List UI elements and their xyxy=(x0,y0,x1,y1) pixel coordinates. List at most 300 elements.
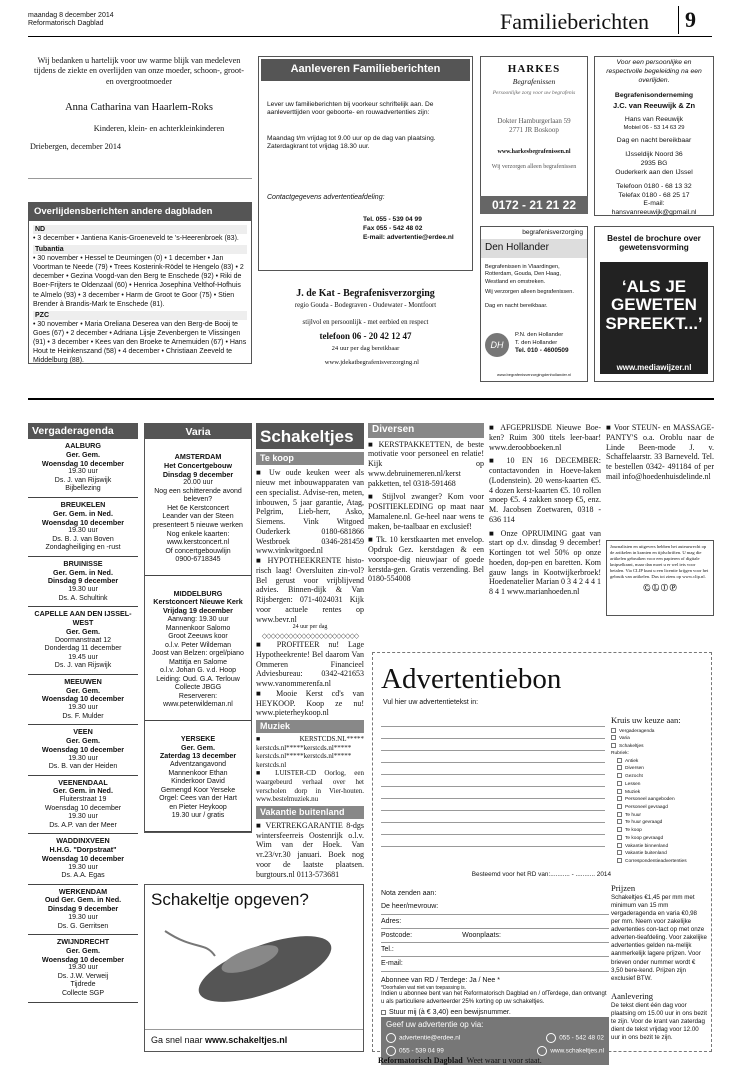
varia-name: Het Concertgebouw xyxy=(164,460,232,470)
varia-title: Varia xyxy=(144,423,252,439)
section-title: Familieberichten xyxy=(500,9,650,34)
agenda-who: Ds. B. J. van Boven xyxy=(52,535,114,543)
aanleveren-email: E-mail: advertentie@erdee.nl xyxy=(363,234,454,242)
option-label: Vakantie buitenland xyxy=(625,851,667,857)
agenda-name: Ger. Gem. in Ned. xyxy=(53,567,113,577)
agenda-extra: Bijbellezing xyxy=(65,485,101,493)
varia-place: MIDDELBURG xyxy=(173,588,223,598)
hollander-c2: T. den Hollander xyxy=(515,340,558,347)
agenda-date: Woensdag 10 december xyxy=(41,853,125,863)
diversen-heading: Diversen xyxy=(368,423,484,438)
vergaderagenda-title: Vergaderagenda xyxy=(28,423,138,439)
header-rule xyxy=(28,36,712,37)
bon-option[interactable] xyxy=(611,858,707,866)
bon-choices xyxy=(611,715,707,866)
option-label: Personeel aangeboden xyxy=(625,797,675,803)
bon-brand-line xyxy=(378,1056,542,1066)
varia-date: Dinsdag 9 december xyxy=(162,469,234,479)
varia-line: presenteert 5 nieuwe werken xyxy=(153,522,243,529)
bon-f1: De heer/mevrouw: xyxy=(381,903,439,911)
overlijden-title: Overlijdensberichten andere dagbladen xyxy=(29,203,251,221)
hollander-tel: Tel. 010 - 4600509 xyxy=(515,347,569,355)
reeuwijk-zip: 2935 BG xyxy=(640,160,668,168)
agenda-place: WADDINXVEEN xyxy=(56,836,110,846)
varia-line: Collecte JBGG xyxy=(174,684,222,692)
overlijden-list xyxy=(29,221,251,367)
bon-bewijs: Stuur mij (à € 3,40) een bewijsnummer. xyxy=(389,1008,511,1016)
reeuwijk-email-label: E-mail: xyxy=(643,200,665,208)
option-checkbox[interactable] xyxy=(617,858,622,863)
agenda-place: WERKENDAM xyxy=(58,886,108,896)
varia-item xyxy=(145,439,251,576)
bon-option[interactable] xyxy=(611,812,707,820)
option-checkbox[interactable] xyxy=(617,812,622,817)
ad-heykoop: ■ Mooie Kerst cd's van HEYKOOP. Koop ze nu! www.pieterheykoop.nl xyxy=(256,689,364,718)
reeuwijk-tel: Telefoon 0180 - 68 13 32 xyxy=(616,182,692,190)
bon-option[interactable] xyxy=(611,850,707,858)
bon-option[interactable] xyxy=(611,728,707,736)
bon-abon-note: *Doorhalen wat niet van toepassing is. xyxy=(381,984,467,991)
varia-date: Vrijdag 19 december xyxy=(163,606,233,616)
thanks-ad xyxy=(30,56,248,178)
reeuwijk-fax: Telefax 0180 - 68 25 17 xyxy=(618,191,690,199)
agenda-date: Dinsdag 9 december xyxy=(47,576,119,586)
agenda-place: BREUKELEN xyxy=(60,499,106,509)
varia-line: o.l.v. Johan G. v.d. Hoop xyxy=(159,667,236,675)
clip-notice xyxy=(606,540,714,616)
globe-icon xyxy=(537,1046,547,1056)
ad-positiekleding: ■ Stijlvol zwanger? Kom voor POSITIEKLEDING op maat naar Mamalene.nl. Ge-heel naar wens te maken, be-taalbaar en exclusief! xyxy=(368,492,484,531)
varia-place: AMSTERDAM xyxy=(174,452,222,461)
varia-line: Leiding: Oud. G.A. Terlouw xyxy=(156,675,240,683)
option-checkbox[interactable] xyxy=(617,827,622,832)
agenda-date: Woensdag 10 december xyxy=(41,517,125,527)
agenda-place: AALBURG xyxy=(65,441,101,450)
option-label: Vergaderagenda xyxy=(619,728,655,734)
option-label: Schakeltjes xyxy=(619,743,644,749)
agenda-time: 19.30 uur xyxy=(68,586,98,594)
agenda-extra: Tijdrede xyxy=(70,981,96,989)
agenda-who: Ds. F. Mulder xyxy=(62,712,104,720)
agenda-date: Fluiterstraat 19 xyxy=(59,796,107,804)
overlijden-group-label: Tubantia xyxy=(33,245,247,254)
varia-line: Leander van der Steen xyxy=(162,513,234,521)
varia-line: Groot Zeeuws koor xyxy=(168,633,228,641)
header-paper: Reformatorisch Dagblad xyxy=(28,20,104,28)
option-label: Te koop xyxy=(625,827,642,833)
opgeven-footer xyxy=(145,1029,363,1051)
harkes-name: HARKES xyxy=(507,63,561,75)
bon-option[interactable] xyxy=(611,796,707,804)
varia-place: YERSEKE xyxy=(180,733,216,743)
agenda-extra: Ds. J. van Rijswijk xyxy=(54,662,112,670)
agenda-place: CAPELLE AAN DEN IJSSEL-WEST xyxy=(34,609,132,628)
reeuwijk-mobile: Mobiel 06 - 53 14 63 29 xyxy=(623,124,685,131)
agenda-place: BRUINISSE xyxy=(63,558,103,568)
ad-keuken: ■ Uw oude keuken weer als nieuw met inbouwapparaten van een specialist. Advise-ren, meten, inbouwen, 5 jaar garantie, Atag, Pelgrim, Lieb-herr, Asko, Siemens. Vink Witgoed Ouderkerk 0180-681866 Westbroek 0346-281459 www.vinkwitgoed.nl xyxy=(256,468,364,556)
agenda-name: Ger. Gem. xyxy=(66,449,100,459)
varia-line: 19.30 uur / gratis xyxy=(171,812,225,820)
reeuwijk-person: Hans van Reeuwijk xyxy=(624,116,684,124)
brochure-title: Bestel de brochure over gewetensvorming xyxy=(607,234,701,253)
bon-brand-sub: Weet waar u voor staat. xyxy=(466,1056,542,1065)
aanleveren-p2: Maandag t/m vrijdag tot 9.00 uur op de dag van plaatsing. Zaterdagkrant tot vrijdag 18.30 uur. xyxy=(267,135,436,151)
hollander-logo-icon: DH xyxy=(485,333,509,357)
varia-line: Het 6e Kerstconcert xyxy=(167,504,229,512)
dekat-web: www.jdekatbegrafenisverzorging.nl xyxy=(324,358,419,366)
reeuwijk-available: Dag en nacht bereikbaar xyxy=(616,137,692,145)
option-checkbox[interactable] xyxy=(611,728,616,733)
overlijden-group-text: • 30 november • Maria Oreliana Deserea van den Berg-de Booij te Goes (67) • 2 december • Adriana Lijsje Zevenbergen te Vlissingen (91) • 3 december • Kees van den Broeke te Arnemuiden (67) • Hans Hout te Heinkenszand (58) • 4 december • Christiaan Zeeveld te Middelburg (88). xyxy=(33,320,247,365)
varia-line: 0900-6718345 xyxy=(175,556,221,564)
ad-kerstcds: ■ KERSTCDS.NL***** kerstcds.nl*****kerstcds.nl***** kerstcds.nl*****kerstcds.nl***** kerstcds.nl xyxy=(256,735,364,769)
bon-web: www.schakeltjes.nl xyxy=(550,1047,604,1055)
agenda-time: 19.30 uur xyxy=(68,527,98,535)
varia-line: Kinderkoor David xyxy=(171,778,225,786)
varia-line: www.peterwildeman.nl xyxy=(163,701,233,709)
option-label: Personeel gevraagd xyxy=(625,804,668,810)
bon-aanlevering-text: De tekst dient één dag voor plaatsing om 15.00 uur in ons bezit te zijn. Voor de krant van zaterdag dient de tekst vrijdag voor 12.00 uur in ons bezit te zijn. xyxy=(611,1001,707,1042)
varia-line: Nog enkele kaarten: xyxy=(166,530,230,538)
aanleveren-title: Aanleveren Familieberichten xyxy=(261,59,470,81)
agenda-item xyxy=(28,439,138,498)
bon-text-lines[interactable] xyxy=(381,715,605,847)
agenda-time: Donderdag 11 december xyxy=(44,645,122,653)
bon-mail: advertentie@erdee.nl xyxy=(399,1034,461,1042)
agenda-name: Ger. Gem. xyxy=(66,626,100,636)
hollander-name: Den Hollander xyxy=(481,239,587,258)
agenda-item xyxy=(28,607,138,674)
agenda-who: 19.45 uur xyxy=(68,653,98,661)
bon-option[interactable] xyxy=(611,819,707,827)
agenda-name: Oud Ger. Gem. in Ned. xyxy=(44,895,122,905)
harkes-slogan: Persoonlijke zorg voor uw begrafenis xyxy=(492,90,576,97)
option-label: Gezocht xyxy=(625,773,643,779)
varia-line: www.kerstconcert.nl xyxy=(166,539,230,547)
agenda-place: MEEUWEN xyxy=(64,676,102,686)
varia-item xyxy=(145,721,251,832)
option-label: Rubriek: xyxy=(611,750,629,756)
opgeven-title: Schakeltje opgeven? xyxy=(151,890,309,909)
hollander-p3: Dag en nacht bereikbaar. xyxy=(485,302,548,309)
harkes-ad xyxy=(480,56,588,214)
agenda-who: Ds. G. Gerritsen xyxy=(57,922,109,930)
varia-line: Reserveren: xyxy=(178,692,218,700)
overlijden-group-text: • 30 november • Hessel te Deurningen (0) • 1 december • Jan Voortman te Neede (79) • Trees Kosterink-Rödel te Hengelo (83) • 2 december • Gezina Voogd-van den Berg te Enschede (92) • Riki de Boer-Frijters te Oldenzaal (60) • Henrica Josephina Velthof-Hofhuis te Almelo (93) • 3 december • Harm de Groot te Goor (75) • Stien Brender à Brandis-Mark te Enschede (81). xyxy=(33,255,244,308)
bon-option[interactable] xyxy=(611,735,707,743)
agenda-item xyxy=(28,675,138,725)
harkes-phone: 0172 - 21 21 22 xyxy=(480,196,588,214)
hollander-p2: Wij verzorgen alleen begrafenissen. xyxy=(485,289,574,296)
agenda-who: Ds. J.W. Verweij xyxy=(57,972,109,980)
option-checkbox[interactable] xyxy=(617,789,622,794)
ad-afgeprijsde: ■ AFGEPRIJSDE Nieuwe Boe-ken? Ruim 300 titels leer-baar! www.deroobboeken.nl xyxy=(489,423,601,452)
option-checkbox[interactable] xyxy=(617,843,622,848)
agenda-date: Woensdag 10 december xyxy=(41,744,125,754)
thanks-name: Anna Catharina van Haarlem-Roks xyxy=(65,101,213,113)
varia-line: 20.00 uur xyxy=(183,479,213,487)
bon-f3: Postcode: xyxy=(381,931,413,939)
dekat-title: J. de Kat - Begrafenisverzorging xyxy=(296,288,435,299)
schakeltjes-title: Schakeltjes xyxy=(256,423,364,449)
varia-line: Orgel: Cees van der Hart xyxy=(159,795,237,803)
option-label: Te huur gevraagd xyxy=(625,820,663,826)
ad-vertrekgarantie: ■ VERTREKGARANTIE 8-dgs wintersfeerreis Oostenrijk o.l.v. Wim van der Hoek. Van vr.23/vr.30 januari. Boek nog voor de laatste plaatsen. burgtours.nl 0113-573681 xyxy=(256,821,364,880)
agenda-name: Ger. Gem. xyxy=(66,735,100,745)
clip-text: Journalisten en uitgevers hebben het auteursrecht op de artikelen in kranten en tijdschriften. U mag die artikelen gebruiken voor een papieren of digitale knipselkrant, maar dan moet u er wel iets voor betalen. Via CLIP kunt u een licentie krijgen voor het gebruik van artikelen. Dus tot ziens op www.clip.nl. xyxy=(610,544,709,579)
option-checkbox[interactable] xyxy=(617,765,622,770)
hollander-web: www.begrafenisverzorgingdenhollander.nl xyxy=(496,372,572,377)
varia-line: Mannenkoor Salomo xyxy=(165,624,231,632)
ad-separator: 24 uur per dag xyxy=(292,624,328,631)
varia-line: o.l.v. Peter Wildeman xyxy=(164,641,231,649)
muziek-heading: Muziek xyxy=(256,720,364,733)
option-checkbox[interactable] xyxy=(617,819,622,824)
agenda-date: Dinsdag 9 december xyxy=(47,904,119,914)
mid-rule xyxy=(28,398,714,400)
bon-tel: 055 - 539 04 99 xyxy=(399,1047,444,1055)
bon-option[interactable] xyxy=(611,743,707,751)
vakantie-heading: Vakantie buitenland xyxy=(256,806,364,819)
varia-line: Aanvang: 19.30 uur xyxy=(167,616,229,623)
reeuwijk-email: hansvanreeuwijk@gpmail.nl xyxy=(611,209,697,217)
brochure-ad xyxy=(594,226,714,382)
bewijs-checkbox[interactable] xyxy=(381,1010,386,1015)
opgeven-ad xyxy=(144,884,364,1052)
overlijden-group-text: • 3 december • Jantiena Kanis-Groeneveld te 's-Heerenbroek (83). xyxy=(33,234,239,242)
varia-line: Gemengd Koor Yerseke xyxy=(160,786,236,794)
agenda-place: VEENENDAAL xyxy=(58,777,108,787)
fax-icon xyxy=(546,1033,556,1043)
varia-name: Kerstconcert Nieuwe Kerk xyxy=(153,597,243,607)
option-label: Antiek xyxy=(625,758,639,764)
varia-column xyxy=(144,423,252,833)
agenda-item xyxy=(28,935,138,1002)
option-checkbox[interactable] xyxy=(611,743,616,748)
overlijden-box xyxy=(28,202,252,364)
bon-fax: 055 - 542 48 02 xyxy=(559,1034,604,1042)
bon-prijzen-text: Schakeltjes €1,45 per mm met minimum van 15 mm vergaderagenda en varia €0,98 per mm. Neem voor zakelijke advertenties con-tact op met onze adverten-tieafdeling. Voor zakelijke advertenties gelden na-melijk aanmerkelijk lagere prijzen. Voor brieven onder nummer wordt € 3,50 bere-kend. Prijzen zijn exclusief BTW. xyxy=(611,894,707,982)
diversen-column-1 xyxy=(368,423,484,584)
te-koop-heading: Te koop xyxy=(256,452,364,465)
bon-f5: E-mail: xyxy=(381,960,403,968)
aanleveren-box xyxy=(258,56,473,271)
bon-option[interactable] xyxy=(611,843,707,851)
agenda-extra: Collecte SGP xyxy=(61,990,105,997)
ad-profiteer: ■ PROFITEER nu! Lage Hypotheekrente! Bel daarom Van Ommeren Financieel Adviesbureau: 0342-421653 www.vanommerenfa.nl xyxy=(256,640,364,689)
agenda-date: Woensdag 10 december xyxy=(41,458,125,468)
agenda-who: Ds. A. Schultink xyxy=(58,594,108,602)
opgeven-web: www.schakeltjes.nl xyxy=(205,1035,288,1045)
varia-line: en Pieter Heykoop xyxy=(169,803,227,811)
harkes-note: Wij verzorgen alleen begrafenissen xyxy=(491,164,577,170)
harkes-addr1: Dokter Hamburgerlaan 59 xyxy=(497,117,571,125)
option-checkbox[interactable] xyxy=(611,735,616,740)
option-label: Varia xyxy=(619,736,630,742)
bon-option[interactable] xyxy=(611,765,707,773)
agenda-time: 19.30 uur xyxy=(68,704,98,712)
agenda-who: 19.30 uur xyxy=(68,813,98,821)
agenda-date: Woensdag 10 december xyxy=(41,694,125,704)
ad-hypotheek: ■ HYPOTHEEKRENTE histo-risch laag! Oversluiten zin-vol? Bel gerust voor vrijblijvend advies. Binnen-dijk & Van Rijsbergen: 071-4024031 Kijk voor actuele rentes op www.bevr.nl xyxy=(256,556,364,624)
varia-line: Mattitja en Salome xyxy=(169,658,227,666)
agenda-extra: Zondagheiliging en -rust xyxy=(45,544,121,552)
bon-f2: Adres: xyxy=(381,917,402,925)
varia-line: Nog een schitterende avond beleven? xyxy=(154,487,242,504)
bon-naw: Nota zenden aan: xyxy=(381,890,437,897)
aanleveren-tel: Tel. 055 - 539 04 99 xyxy=(363,216,422,224)
agenda-name: H.H.G. "Dorpstraat" xyxy=(49,845,117,855)
mail-icon xyxy=(386,1033,396,1043)
overlijden-group-label: ND xyxy=(33,225,247,234)
bon-option[interactable] xyxy=(611,835,707,843)
dekat-slogan: stijlvol en persoonlijk - met eerbied en respect xyxy=(302,318,429,326)
agenda-name: Ger. Gem. xyxy=(66,685,100,695)
bon-brand: Reformatorisch Dagblad xyxy=(378,1056,463,1065)
clip-logo-icon: Ⓒ Ⓛ Ⓘ Ⓟ xyxy=(643,583,677,592)
hollander-ad xyxy=(480,226,588,382)
header-date-block xyxy=(28,12,114,29)
varia-date: Zaterdag 13 december xyxy=(159,751,237,761)
ad-kerstpakketten: ■ KERSTPAKKETTEN, de beste motivatie voor personeel en relatie! Kijk op www.debruinemeren.nl/kerst pakketten, tel 0318-591468 xyxy=(368,440,484,489)
harkes-web: www.harkesbegrafenissen.nl xyxy=(497,148,571,155)
varia-name: Ger. Gem. xyxy=(181,742,215,752)
option-label: Diversen xyxy=(625,766,644,772)
varia-item xyxy=(145,576,251,721)
dekat-phone: telefoon 06 - 20 42 12 47 xyxy=(319,331,412,342)
bon-option[interactable] xyxy=(611,827,707,835)
reeuwijk-intro: Voor een persoonlijke en respectvolle begeleiding na een overlijden. xyxy=(606,59,702,84)
varia-line: Mannenkoor Ethan xyxy=(168,769,228,777)
ad-luister-cd: ■ LUISTER-CD Oorlog, een waargebeurd verhaal over het verscholen dorp in Vier-houten. www.bestelmuziek.nu xyxy=(256,769,364,803)
agenda-time: 19.30 uur xyxy=(68,468,98,476)
bon-option[interactable] xyxy=(611,758,707,766)
bon-sub: Vul hier uw advertentietekst in: xyxy=(383,699,479,707)
aanleveren-p1: Lever uw familieberichten bij voorkeur schriftelijk aan. De aanleverttijden voor geboorte- en rouwadvertenties zijn: xyxy=(267,100,434,116)
varia-line: Of concertgebouwlijn xyxy=(165,547,231,555)
option-checkbox[interactable] xyxy=(617,758,622,763)
diversen-column-2 xyxy=(489,423,601,597)
agenda-place: ZWIJNDRECHT xyxy=(56,937,110,947)
option-label: Lessen xyxy=(625,781,641,787)
option-checkbox[interactable] xyxy=(617,796,622,801)
hollander-c1: P.N. den Hollander xyxy=(515,332,564,338)
vergaderagenda-column xyxy=(28,423,138,1003)
agenda-item xyxy=(28,498,138,557)
bon-geef: Geef uw advertentie op via: xyxy=(386,1020,484,1029)
varia-line: Joost van Belzen: orgel/piano xyxy=(152,650,244,658)
overlijden-group-label: PZC xyxy=(33,311,247,320)
reeuwijk-ad xyxy=(594,56,714,216)
option-checkbox[interactable] xyxy=(617,850,622,855)
ad-separator-symbols: ◇◇◇◇◇◇◇◇◇◇◇◇◇◇◇◇◇◇◇◇◇◇ xyxy=(261,631,359,640)
agenda-place: VEEN xyxy=(73,727,93,737)
vergaderagenda-list xyxy=(28,439,138,1003)
agenda-time: 19.30 uur xyxy=(68,914,98,921)
mouse-icon xyxy=(155,921,355,1007)
page-number: 9 xyxy=(678,6,696,34)
option-checkbox[interactable] xyxy=(617,773,622,778)
agenda-date: Doormanstraat 12 xyxy=(54,636,112,644)
bon-abon-text: Indien u abonnee bent van het Reformatorisch Dagblad en / ofTerdege, dan ontvangt u als particuliere adverteerder 25% korting op uw schakeltjes. xyxy=(381,991,607,1006)
advertentiebon xyxy=(372,652,712,1055)
header-date: maandag 8 december 2014 xyxy=(28,12,114,19)
bon-option[interactable] xyxy=(611,789,707,797)
option-checkbox[interactable] xyxy=(617,835,622,840)
diversen-column-3 xyxy=(606,423,714,482)
agenda-name: Ger. Gem. xyxy=(66,945,100,955)
agenda-time: Woensdag 10 december xyxy=(44,804,122,812)
varia-list xyxy=(144,439,252,833)
option-checkbox[interactable] xyxy=(617,804,622,809)
reeuwijk-title2: J.C. van Reeuwijk & Zn xyxy=(612,101,696,111)
bon-option[interactable] xyxy=(611,781,707,789)
agenda-name: Ger. Gem. in Ned. xyxy=(53,786,113,796)
bon-kruis-label: Kruis uw keuze aan: xyxy=(611,715,681,725)
bon-f4: Tel.: xyxy=(381,946,394,954)
divider xyxy=(28,178,252,179)
agenda-item xyxy=(28,725,138,775)
agenda-item xyxy=(28,834,138,884)
schakeltjes-column xyxy=(256,423,364,879)
option-label: Te huur xyxy=(625,812,641,818)
bon-abon: Abonnee van RD / Terdege: Ja / Nee * xyxy=(381,976,500,984)
reeuwijk-street: IJsseldijk Noord 36 xyxy=(625,151,683,159)
bon-option[interactable] xyxy=(611,751,707,758)
option-label: Correspondentieadvertenties xyxy=(625,858,687,864)
agenda-time: 19.30 uur xyxy=(68,964,98,972)
agenda-item xyxy=(28,776,138,835)
agenda-time: 19.30 uur xyxy=(68,754,98,762)
bon-besteld: Besteemd voor het RD van:........... - ........... 2014 xyxy=(471,871,611,878)
aanleveren-contact-label: Contactgegevens advertentieafdeling: xyxy=(267,193,385,201)
dekat-hours: 24 uur per dag bereikbaar xyxy=(331,344,400,352)
agenda-item xyxy=(28,557,138,607)
bon-option[interactable] xyxy=(611,773,707,781)
varia-line: Adventzangavond xyxy=(169,761,227,769)
agenda-time: 19.30 uur xyxy=(68,863,98,871)
hollander-small: begrafenisverzorging xyxy=(522,229,583,236)
harkes-addr2: 2771 JR Boskoop xyxy=(509,125,559,134)
phone-icon xyxy=(386,1046,396,1056)
reeuwijk-title1: Begrafenisonderneming xyxy=(614,92,694,100)
reeuwijk-town: Ouderkerk aan den IJssel xyxy=(615,168,693,176)
ad-panty: ■ Voor STEUN- en MASSAGE-PANTY'S o.a. Oroblu naar de Linde Been-mode J. v. Schaffelaarstr. 33 Barneveld. Tel. te bestellen 0342- 491184 of per mail info@hoedenhuisdelinde.nl xyxy=(606,423,714,482)
option-checkbox[interactable] xyxy=(617,781,622,786)
option-label: Vakantie binnenland xyxy=(625,843,669,849)
agenda-who: Ds. A.A. Egas xyxy=(61,872,105,880)
bon-title: Advertentiebon xyxy=(381,663,562,695)
ad-contactavonden: ■ 10 EN 16 DECEMBER: contactavonden in Hoeve-laken (Lodenstein). 20 wens-kaarten €5. 4 dozen kerst-kaarten €5. 10 rollen snoep €5. 4 zakken snoep €5, enz. M. Jacobsen Zoetwaren, 0318 - 636 114 xyxy=(489,456,601,524)
bon-f3b: Woonplaats: xyxy=(462,931,501,939)
thanks-text: Wij bedanken u hartelijk voor uw warme blijk van medeleven tijdens de ziekte en overlijden van onze moeder, schoon-, groot- en overgrootmoeder xyxy=(34,56,244,86)
agenda-item xyxy=(28,885,138,935)
opgeven-footer-text: Ga snel naar xyxy=(151,1035,206,1045)
agenda-name: Ger. Gem. in Ned. xyxy=(53,508,113,518)
thanks-place: Driebergen, december 2014 xyxy=(30,142,122,152)
hollander-p1: Begrafenissen in Vlaardingen, Rotterdam, Gouda, Den Haag, Westland en omstreken. xyxy=(485,263,561,285)
ad-opruiming: ■ Onze OPRUIMING gaat van start op d.v. dinsdag 9 december! Kortingen tot wel 50% op onze hoeden, dop-pen en baretten. Kom gauw langs in Kootwijkerbroek! Hoedenatelier Marian 0 3 4 2 4 4 1 8 4 1 www.marianhoeden.nl xyxy=(489,529,601,597)
brochure-quote: ‘ALS JE GEWETEN SPREEKT...’ xyxy=(600,262,708,374)
brochure-web: www.mediawijzer.nl xyxy=(616,363,692,372)
bon-option[interactable] xyxy=(611,804,707,812)
agenda-who: Ds. B. van der Heiden xyxy=(48,763,118,771)
thanks-family: Kinderen, klein- en achterkleinkinderen xyxy=(93,123,225,133)
ad-kerstkaarten: ■ Tk. 10 kerstkaarten met envelop. Opdruk Gez. kerstdagen & een voorspoe-dig nieuwjaar of goede kerstda-gen. Gratis verzending. Bel 0180-554008 xyxy=(368,535,484,584)
agenda-date: Woensdag 10 december xyxy=(41,954,125,964)
dekat-region: regio Gouda - Bodegraven - Oudewater - Montfoort xyxy=(294,301,437,309)
agenda-extra: Ds. A.P. van der Meer xyxy=(49,821,117,829)
